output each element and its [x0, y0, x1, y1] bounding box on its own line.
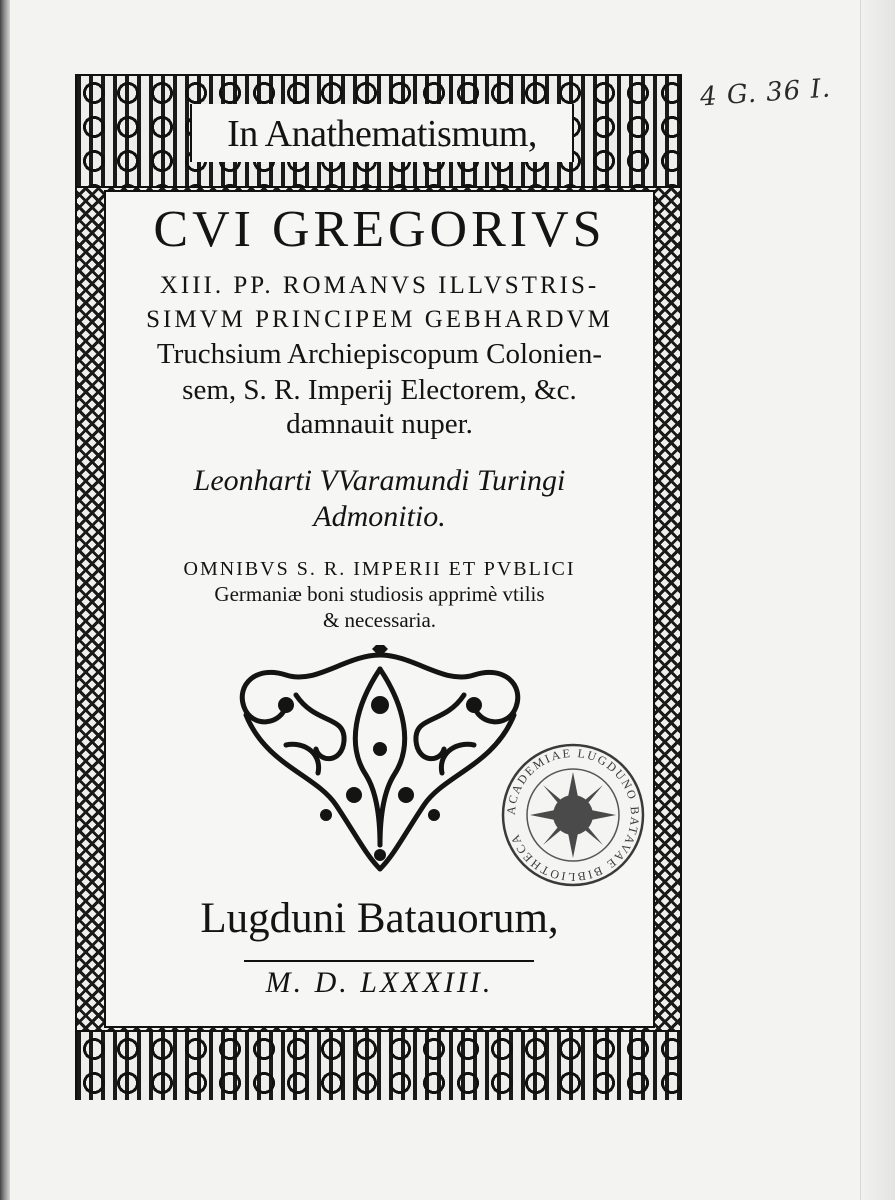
shelfmark: 4 G. 36 I.: [699, 73, 832, 113]
subtitle-line-4: Truchsium Archiepiscopum Colonien-: [156, 338, 603, 370]
ornamental-border-bottom: [77, 1030, 680, 1100]
title-line: In Anathematismum,: [227, 113, 537, 155]
subtitle-line-6: damnauit nuper.: [286, 408, 473, 440]
dedication-line-3: & necessaria.: [322, 608, 437, 632]
printers-ornament: [226, 645, 534, 877]
dedication-line-2: Germaniæ boni studiosis apprimè vtilis: [214, 582, 545, 606]
subtitle-line-3: SIMVM PRINCIPEM GEBHARDVM: [146, 306, 613, 333]
stamp-text: ACADEMIAE LUGDUNO BATAVAE BIBLIOTHECA: [503, 745, 643, 885]
imprint-place: Lugduni Batauorum,: [200, 895, 559, 942]
heading: CVI GREGORIVS: [153, 201, 606, 258]
author-line-1: Leonharti VVaramundi Turingi: [193, 464, 566, 497]
title-panel: [190, 104, 574, 162]
author-line-2: Admonitio.: [313, 500, 446, 533]
subtitle-line-2: XIII. PP. ROMANVS ILLVSTRIS-: [159, 272, 600, 299]
imprint-rule: [244, 960, 534, 962]
page-right-edge: [860, 0, 895, 1200]
library-stamp: [500, 742, 646, 888]
page-binding-edge: [0, 0, 10, 1200]
dedication-line-1: OMNIBVS S. R. IMPERII ET PVBLICI: [183, 558, 576, 580]
imprint-date: M. D. LXXXIII.: [265, 966, 494, 999]
subtitle-line-5: sem, S. R. Imperij Electorem, &c.: [182, 374, 577, 406]
title-text-panel: [104, 190, 655, 1028]
